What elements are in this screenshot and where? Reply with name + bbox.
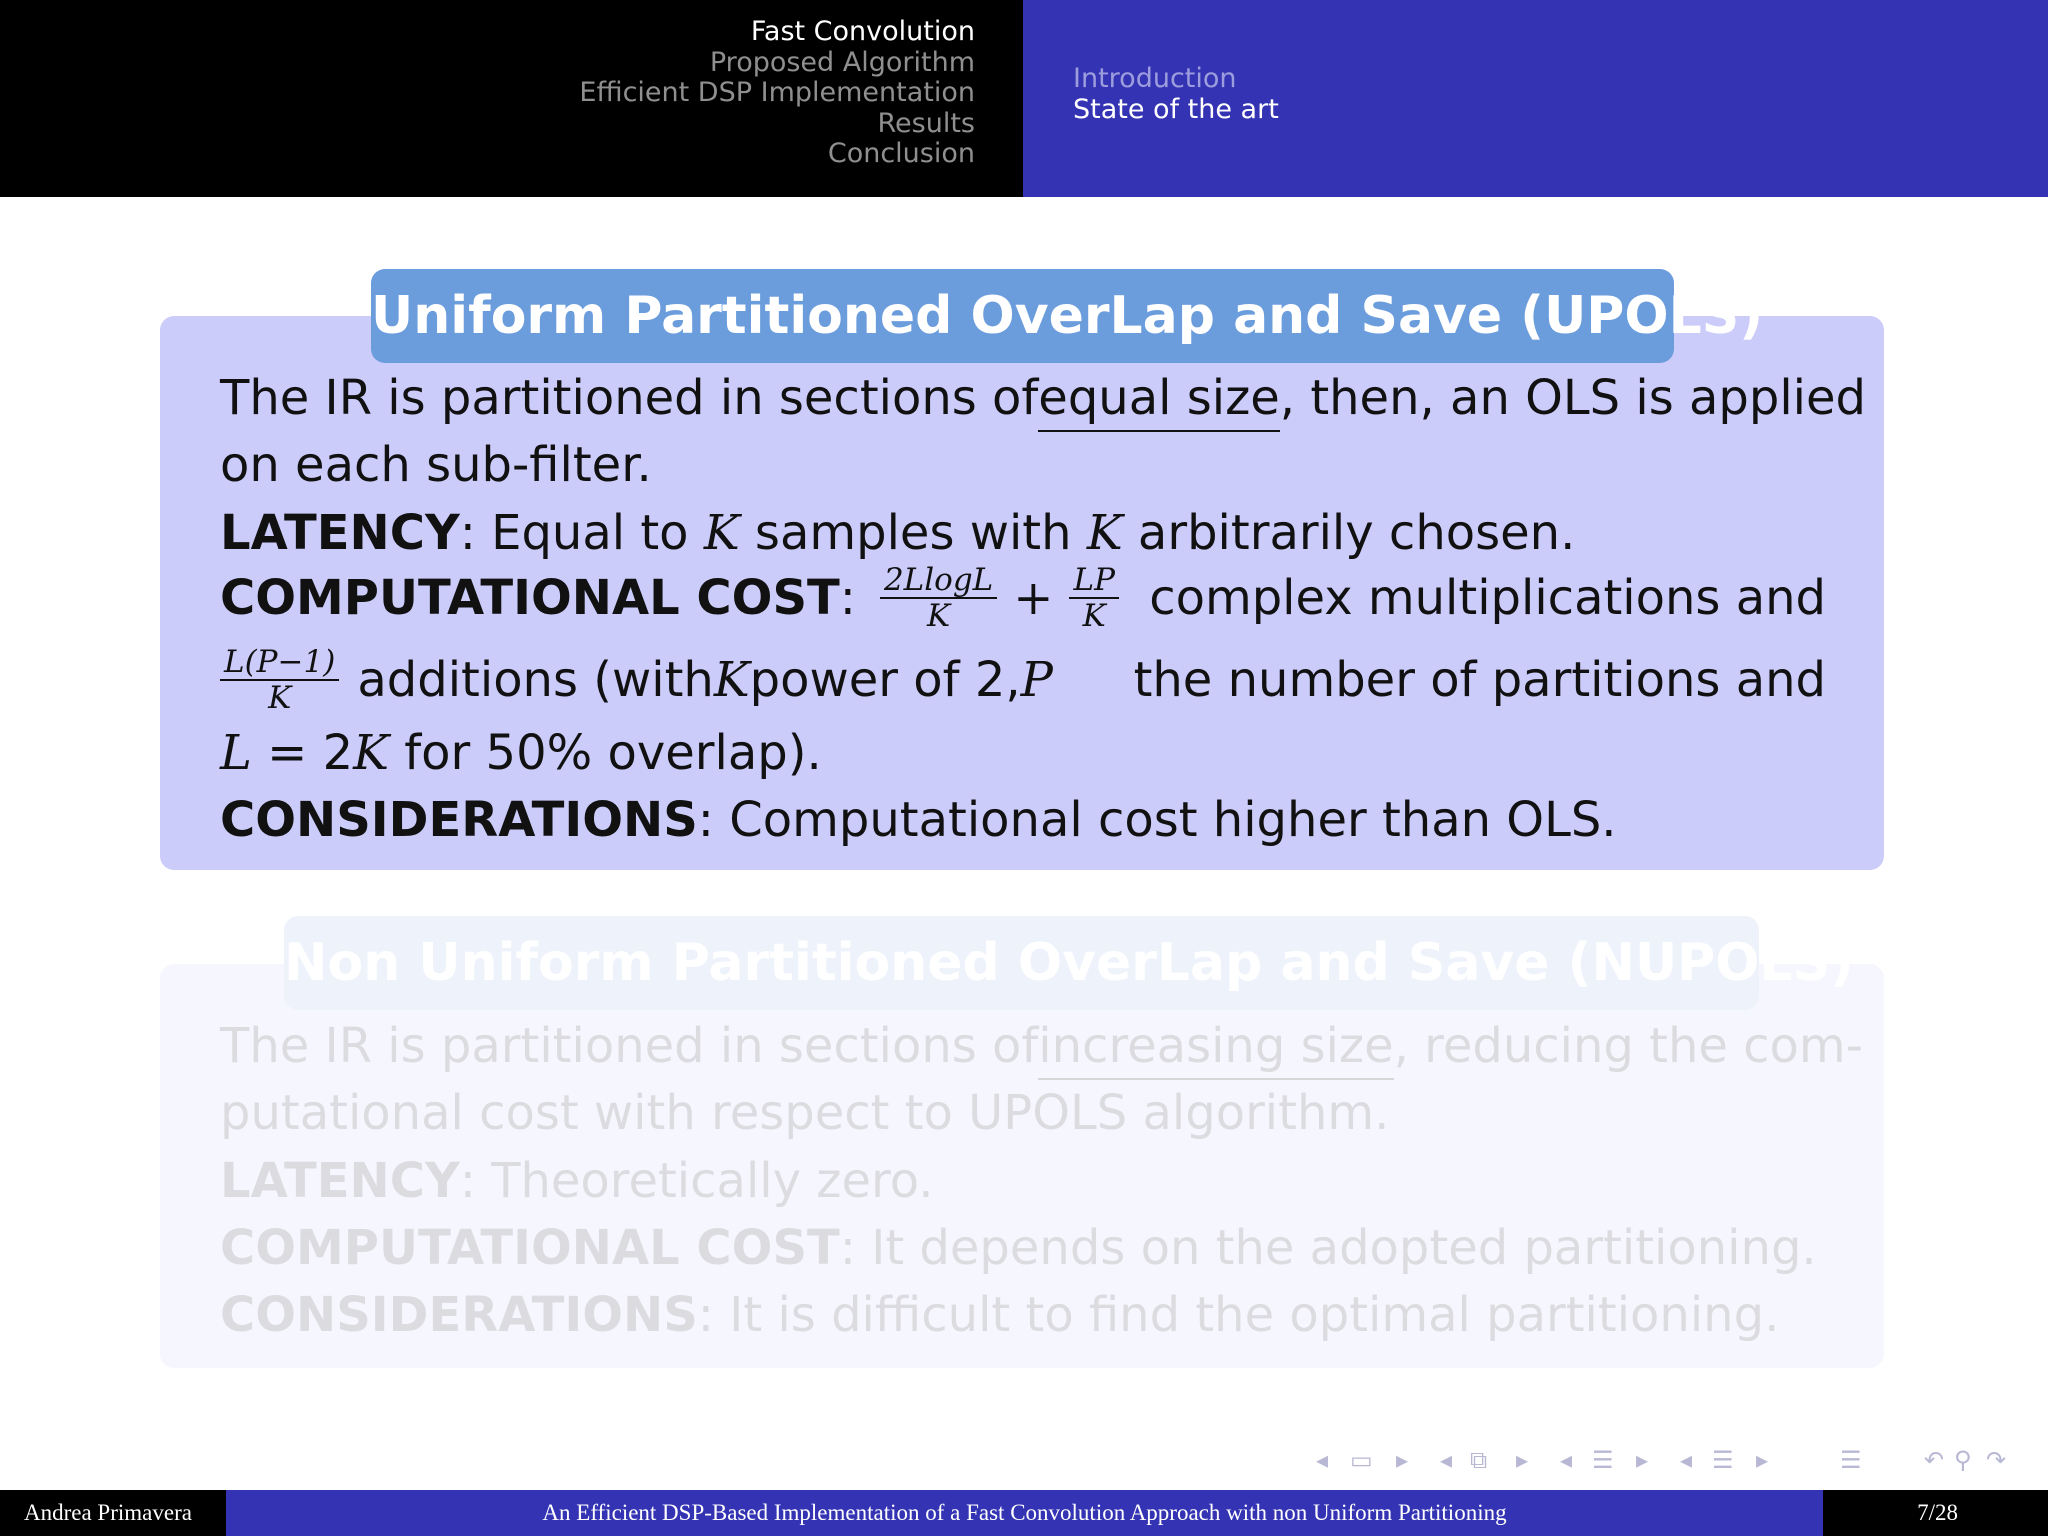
upols-line-2: on each sub-filter.: [220, 437, 652, 493]
frame-icon[interactable]: ▭: [1350, 1446, 1373, 1474]
forward-icon[interactable]: ↷: [1986, 1446, 2007, 1474]
header-subsections-panel: [1023, 0, 2048, 197]
upols-line-1: The IR is partitioned in sections of equal size, then, an OLS is applied: [220, 370, 1826, 426]
nupols-line-1: The IR is partitioned in sections of increasing size, reducing the com-: [220, 1018, 1826, 1074]
nupols-considerations-line: CONSIDERATIONS: It is difficult to find the optimal partitioning.: [220, 1287, 1780, 1343]
subsection-nav: [1073, 63, 1279, 125]
next-subsection-icon[interactable]: ▸: [1516, 1446, 1529, 1474]
subsection-icon[interactable]: ⧉: [1470, 1446, 1488, 1474]
section-icon[interactable]: ☰: [1592, 1446, 1614, 1474]
subsection-link-introduction[interactable]: Introduction: [1073, 63, 1237, 94]
prev-document-icon[interactable]: ◂: [1680, 1446, 1693, 1474]
upols-overlap-line: L = 2K for 50% overlap).: [220, 725, 822, 781]
next-document-icon[interactable]: ▸: [1756, 1446, 1769, 1474]
section-link-results[interactable]: Results: [877, 107, 975, 139]
prev-subsection-icon[interactable]: ◂: [1440, 1446, 1453, 1474]
computational-cost-keyword: COMPUTATIONAL COST: [220, 570, 840, 626]
nupols-block-title: Non Uniform Partitioned OverLap and Save (NUPOLS): [284, 916, 1759, 1010]
upols-additions-line: $\frac{L(P-1)}{K}$ additions (with K power of 2, P the number of partitions and: [220, 648, 1826, 712]
subsection-link-state-of-the-art[interactable]: State of the art: [1073, 94, 1279, 125]
upols-latency-line: LATENCY: Equal to K samples with K arbitrarily chosen.: [220, 505, 1576, 561]
section-link-conclusion[interactable]: Conclusion: [827, 138, 975, 169]
upols-considerations-line: CONSIDERATIONS: Computational cost higher than OLS.: [220, 792, 1617, 848]
nupols-latency-line: LATENCY: Theoretically zero.: [220, 1153, 934, 1209]
next-section-icon[interactable]: ▸: [1636, 1446, 1649, 1474]
footer-author: Andrea Primavera: [0, 1490, 226, 1536]
upols-block-title: Uniform Partitioned OverLap and Save (UPOLS): [371, 269, 1674, 363]
fraction-lp-minus-1-over-k: $\frac{L(P-1)}{K}$: [220, 645, 339, 715]
section-link-efficient-dsp[interactable]: Efficient DSP Implementation: [579, 77, 975, 108]
footer-page-number: 7/28: [1823, 1490, 2048, 1536]
footer-title: An Efficient DSP-Based Implementation of a Fast Convolution Approach with non Uniform Partitioning: [226, 1490, 1823, 1536]
latency-keyword: LATENCY: [220, 505, 460, 561]
search-icon[interactable]: ⚲: [1954, 1446, 1972, 1474]
prev-section-icon[interactable]: ◂: [1560, 1446, 1573, 1474]
section-link-proposed-algorithm[interactable]: Proposed Algorithm: [709, 46, 975, 78]
considerations-keyword: CONSIDERATIONS: [220, 792, 698, 848]
upols-cost-line: COMPUTATIONAL COST : $\frac{2LlogL}{K}$ + $\frac{LP}{K}$ complex multiplications and: [220, 562, 1826, 634]
header-sections-panel: [0, 0, 1023, 197]
nupols-cost-line: COMPUTATIONAL COST: It depends on the adopted partitioning.: [220, 1220, 1817, 1276]
fraction-2llogl-over-k: $\frac{2LlogL}{K}$: [880, 563, 997, 633]
section-nav: [579, 17, 975, 170]
section-link-fast-convolution[interactable]: Fast Convolution: [750, 16, 975, 47]
back-icon[interactable]: ↶: [1924, 1446, 1945, 1474]
increasing-size-underlined: increasing size: [1038, 1018, 1393, 1080]
appendix-icon[interactable]: ☰: [1840, 1446, 1862, 1474]
document-icon[interactable]: ☰: [1712, 1446, 1734, 1474]
fraction-lp-over-k: $\frac{LP}{K}$: [1069, 563, 1118, 633]
next-frame-icon[interactable]: ▸: [1396, 1446, 1409, 1474]
equal-size-underlined: equal size: [1038, 370, 1280, 432]
prev-frame-icon[interactable]: ◂: [1316, 1446, 1329, 1474]
nupols-line-2: putational cost with respect to UPOLS algorithm.: [220, 1085, 1390, 1141]
beamer-navigation-bar: [1310, 1446, 2030, 1476]
